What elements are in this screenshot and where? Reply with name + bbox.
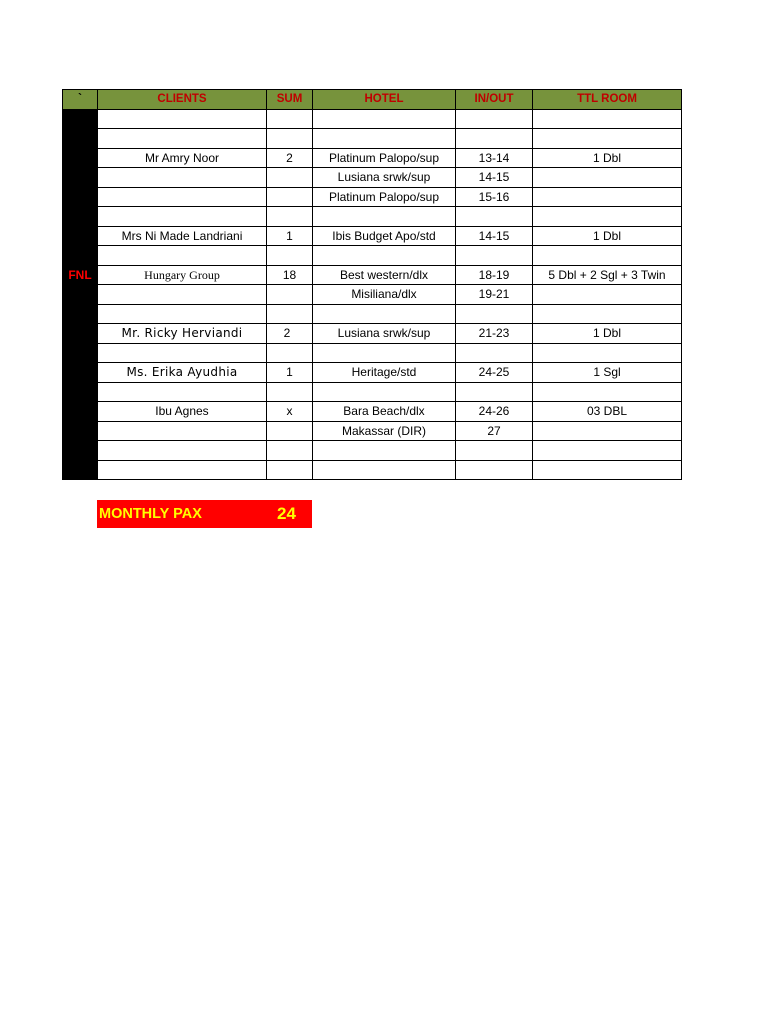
client-cell[interactable]: Hungary Group [98,265,267,285]
client-cell[interactable] [98,187,267,207]
sum-cell[interactable]: 1 [267,226,313,246]
side-cell[interactable] [63,441,98,461]
table-row [63,187,682,207]
hotel-cell[interactable] [313,129,456,149]
room-cell[interactable] [533,109,682,129]
room-cell[interactable]: 1 Sgl [533,363,682,383]
table-row [63,382,682,402]
header-ttl-room[interactable]: TTL ROOM [533,90,682,110]
inout-cell[interactable]: 14-15 [456,226,533,246]
room-cell[interactable] [533,285,682,305]
sum-cell[interactable] [267,382,313,402]
hotel-cell[interactable]: Best western/dlx [313,265,456,285]
hotel-cell[interactable]: Lusiana srwk/sup [313,168,456,188]
inout-cell[interactable]: 21-23 [456,324,533,344]
inout-cell[interactable] [456,460,533,480]
table-row [63,246,682,266]
table-row [63,129,682,149]
sum-cell[interactable] [267,460,313,480]
hotel-cell[interactable]: Bara Beach/dlx [313,402,456,422]
room-cell[interactable]: 1 Dbl [533,324,682,344]
side-cell[interactable] [63,363,98,383]
room-cell[interactable] [533,207,682,227]
hotel-cell[interactable]: Heritage/std [313,363,456,383]
side-cell[interactable] [63,187,98,207]
booking-table [62,89,682,480]
client-cell[interactable] [98,129,267,149]
inout-cell[interactable] [456,304,533,324]
client-cell[interactable] [98,382,267,402]
hotel-cell[interactable]: Platinum Palopo/sup [313,187,456,207]
sum-cell[interactable]: 2 [267,324,313,344]
sum-cell[interactable] [267,246,313,266]
hotel-cell[interactable]: Platinum Palopo/sup [313,148,456,168]
inout-cell[interactable]: 14-15 [456,168,533,188]
inout-cell[interactable]: 13-14 [456,148,533,168]
table-row [63,226,682,246]
side-cell[interactable] [63,382,98,402]
room-cell[interactable] [533,382,682,402]
sum-cell[interactable]: 18 [267,265,313,285]
client-cell[interactable] [98,109,267,129]
hotel-cell[interactable] [313,460,456,480]
hotel-cell[interactable]: Misiliana/dlx [313,285,456,305]
table-row [63,168,682,188]
side-cell[interactable] [63,343,98,363]
sum-cell[interactable] [267,343,313,363]
hotel-cell[interactable] [313,441,456,461]
client-cell[interactable]: Mr. Ricky Herviandi [98,324,267,344]
hotel-cell[interactable] [313,382,456,402]
client-cell[interactable]: Mr Amry Noor [98,148,267,168]
inout-cell[interactable] [456,441,533,461]
side-cell[interactable] [63,285,98,305]
table-row [63,304,682,324]
inout-cell[interactable] [456,382,533,402]
client-cell[interactable] [98,285,267,305]
table-row [63,343,682,363]
room-cell[interactable] [533,187,682,207]
side-cell[interactable] [63,304,98,324]
header-sum[interactable]: SUM [267,90,313,110]
table-row [63,265,682,285]
client-cell[interactable] [98,168,267,188]
table-row [63,441,682,461]
monthly-pax-label: MONTHLY PAX [99,506,202,522]
table-row [63,421,682,441]
inout-cell[interactable]: 27 [456,421,533,441]
inout-cell[interactable] [456,109,533,129]
inout-cell[interactable]: 24-25 [456,363,533,383]
hotel-cell[interactable] [313,304,456,324]
room-cell[interactable]: 03 DBL [533,402,682,422]
side-cell[interactable] [63,168,98,188]
inout-cell[interactable] [456,343,533,363]
sum-cell[interactable] [267,168,313,188]
room-cell[interactable] [533,460,682,480]
side-cell[interactable] [63,402,98,422]
client-cell[interactable] [98,421,267,441]
table-row [63,207,682,227]
sum-cell[interactable] [267,304,313,324]
hotel-cell[interactable]: Makassar (DIR) [313,421,456,441]
inout-cell[interactable] [456,129,533,149]
side-cell[interactable] [63,109,98,129]
table-row [63,109,682,129]
inout-cell[interactable]: 18-19 [456,265,533,285]
sum-cell[interactable]: 2 [267,148,313,168]
table-row [63,363,682,383]
client-cell[interactable]: Mrs Ni Made Landriani [98,226,267,246]
client-cell[interactable]: Ibu Agnes [98,402,267,422]
room-cell[interactable]: 1 Dbl [533,226,682,246]
room-cell[interactable] [533,168,682,188]
hotel-cell[interactable] [313,246,456,266]
sum-cell[interactable] [267,207,313,227]
room-cell[interactable] [533,421,682,441]
table-row [63,148,682,168]
inout-cell[interactable] [456,246,533,266]
client-cell[interactable] [98,246,267,266]
side-cell[interactable] [63,246,98,266]
sum-cell[interactable]: x [267,402,313,422]
inout-cell[interactable]: 19-21 [456,285,533,305]
room-cell[interactable] [533,304,682,324]
side-cell[interactable] [63,129,98,149]
hotel-cell[interactable]: Ibis Budget Apo/std [313,226,456,246]
sum-cell[interactable] [267,441,313,461]
side-cell[interactable] [63,460,98,480]
sum-cell[interactable] [267,109,313,129]
header-clients[interactable]: CLIENTS [98,90,267,110]
hotel-cell[interactable] [313,343,456,363]
table-row [63,460,682,480]
side-label-cell[interactable]: FNL [63,265,98,285]
inout-cell[interactable]: 24-26 [456,402,533,422]
client-cell[interactable]: Ms. Erika Ayudhia [98,363,267,383]
table-row [63,324,682,344]
client-cell[interactable] [98,460,267,480]
monthly-pax-box [97,500,312,528]
room-cell[interactable]: 5 Dbl + 2 Sgl + 3 Twin [533,265,682,285]
room-cell[interactable] [533,441,682,461]
side-cell[interactable] [63,226,98,246]
side-cell[interactable] [63,148,98,168]
hotel-cell[interactable] [313,109,456,129]
side-cell[interactable] [63,421,98,441]
sum-cell[interactable] [267,285,313,305]
sum-cell[interactable] [267,421,313,441]
header-inout[interactable]: IN/OUT [456,90,533,110]
table-row [63,402,682,422]
side-cell[interactable] [63,207,98,227]
client-cell[interactable] [98,343,267,363]
header-row [63,90,682,110]
client-cell[interactable] [98,207,267,227]
hotel-cell[interactable] [313,207,456,227]
client-cell[interactable] [98,441,267,461]
sum-cell[interactable]: 1 [267,363,313,383]
header-hotel[interactable]: HOTEL [313,90,456,110]
header-corner-cell[interactable]: ` [63,90,98,110]
inout-cell[interactable] [456,207,533,227]
sum-cell[interactable] [267,187,313,207]
table-row [63,285,682,305]
room-cell[interactable] [533,246,682,266]
inout-cell[interactable]: 15-16 [456,187,533,207]
room-cell[interactable] [533,343,682,363]
hotel-cell[interactable]: Lusiana srwk/sup [313,324,456,344]
room-cell[interactable] [533,129,682,149]
room-cell[interactable]: 1 Dbl [533,148,682,168]
monthly-pax-value: 24 [277,504,296,523]
sum-cell[interactable] [267,129,313,149]
client-cell[interactable] [98,304,267,324]
side-cell[interactable] [63,324,98,344]
